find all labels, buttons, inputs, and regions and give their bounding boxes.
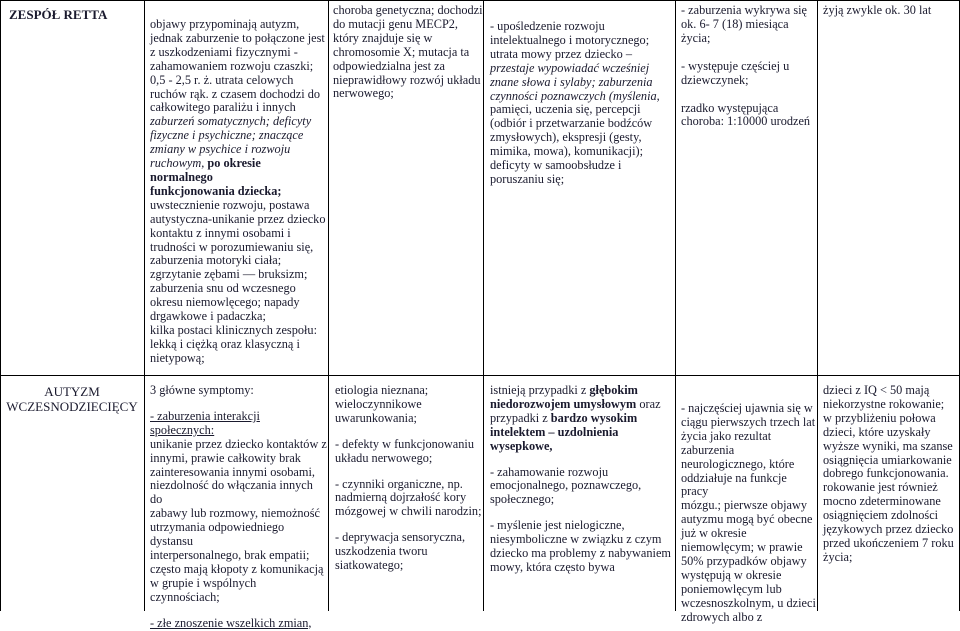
table-divider-4 (675, 0, 676, 611)
row-divider (0, 375, 960, 376)
rett-clinical-forms: kilka postaci klinicznych zespołu: lekką i ciężką oraz klasyczną i nietypową; (150, 323, 317, 365)
rett-symptoms-text: objawy przypominają autyzm, jednak zaburzenie to połączone jest z uszkodzeniami fizycznymi - zahamowaniem rozwoju czaszki; 0,5 - 2,5 r. ż. utrata celowych ruchów rąk. z czasem dochodzi do całkowitego paraliżu i innych zaburzeń somatycznych; deficyty fizyczne i psychiczne; znaczące zmiany w psychice i rozwoju ruchowym, po okresie normalnego funkcjonowania dziecka; uwstecznienie rozwoju, postawa autystyczna-unikanie przez dziecko kontaktu z innymi osobami i trudności w porozumiewaniu się, zaburzenia motoryki ciała; zgrzytanie zębami — bruksizm; zaburzenia snu od wczesnego okresu niemowlęcego; napady drgawkowe i padaczka; (150, 17, 326, 324)
table-border-left (0, 0, 1, 611)
rett-onset-cell: - zaburzenia wykrywa się ok. 6- 7 (18) miesiąca życia; - występuje częściej u dziewczynek; rzadko występująca choroba: 1:10000 urodzeń (681, 3, 811, 129)
row-heading-rett: ZESPÓŁ RETTA (9, 7, 108, 22)
rett-course-cell: - upośledzenie rozwoju intelektualnego i motorycznego; utrata mowy przez dziecko – przestaje wypowiadać wcześniej znane słowa i sylaby; zaburzenia czynności poznawczych (myślenia, pamięci, uczenia się, percepcji (odbiór i przetwarzanie bodźców zmysłowych), ekspresji (gesty, mimika, mowa), komunikacji); deficyty w samoobsłudze i poruszaniu się; (490, 19, 660, 186)
rett-prognosis-cell: żyją zwykle ok. 30 lat (823, 3, 932, 17)
table-divider-5 (817, 0, 818, 611)
autism-prognosis-cell: dzieci z IQ < 50 mają niekorzystne rokowanie; w przybliżeniu połowa dzieci, które uzyskały wyższe wyniki, ma szanse osiągnięcia umiarkowanie dobrego funkcjonowania. rokowanie jest również mocno zdeterminowane osiągnięciem zdolności językowych przez dziecko przed ukończeniem 7 roku życia; (823, 383, 954, 564)
table-divider-1 (144, 0, 145, 611)
table-divider-3 (483, 0, 484, 611)
autism-etiology-cell: etiologia nieznana; wieloczynnikowe uwarunkowania; - defekty w funkcjonowaniu układu nerwowego; - czynniki organiczne, np. nadmierną dojrzałość kory mózgowej w chwili narodzin; - deprywacja sensoryczna, uszkodzenia tworu siatkowatego; (335, 383, 482, 573)
row-heading-autism: AUTYZM WCZESNODZIECIĘCY (6, 384, 138, 414)
table-divider-2 (328, 0, 329, 611)
rett-etiology-cell: choroba genetyczna; dochodzi do mutacji genu MECP2, który znajduje się w chromosomie X; mutacja ta odpowiedzialna jest za nieprawidłowy rozwój układu nerwowego; (333, 3, 483, 101)
table-border-top (0, 0, 960, 1)
rett-symptoms-cell (150, 18, 326, 324)
autism-course-cell: istnieją przypadki z głębokim niedorozwojem umysłowym oraz przypadki z bardzo wysokim intelektem – uzdolnienia wysepkowe, - zahamowanie rozwoju emocjonalnego, poznawczego, społecznego; - myślenie jest nielogiczne, niesymboliczne w związku z czym dziecko ma problemy z nabywaniem mowy, która często bywa (490, 383, 671, 574)
autism-symptoms-cell: 3 główne symptomy: - zaburzenia interakcji społecznych: unikanie przez dziecko kontaktów z innymi, prawie całkowity brak zainteresowania innymi osobami, niezdolność do włączania innych do zabawy lub rozmowy, niemożność utrzymania odpowiedniego dystansu interpersonalnego, brak empatii; często mają kłopoty z komunikacją w grupie i wspólnych czynnościach; - złe znoszenie wszelkich zmian, (150, 383, 327, 630)
autism-onset-cell: - najczęściej ujawnia się w ciągu pierwszych trzech lat życia jako rezultat zaburzenia neurologicznego, które oddziałuje na funkcje pracy mózgu.; pierwsze objawy autyzmu mogą być obecne już w okresie niemowlęcym; w prawie 50% przypadków objawy występują w okresie poniemowlęcym lub wczesnoszkolnym, u dzieci zdrowych albo z (681, 401, 816, 624)
